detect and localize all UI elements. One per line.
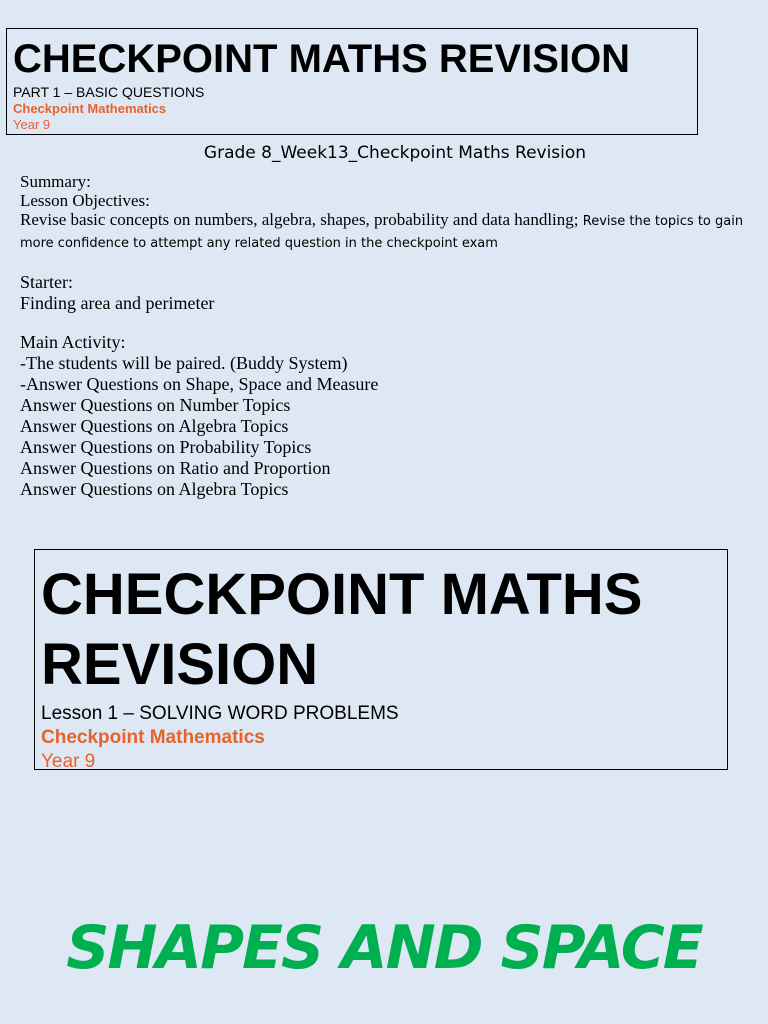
grade-week-heading: Grade 8_Week13_Checkpoint Maths Revision [203, 143, 587, 163]
lesson-card-title-line-2: REVISION [41, 632, 319, 697]
lesson-card-title-line-1: CHECKPOINT MATHS [41, 562, 643, 627]
objectives-text [20, 210, 768, 254]
lesson-card-organization: Checkpoint Mathematics [41, 727, 265, 748]
main-activity-item: Answer Questions on Ratio and Proportion [20, 458, 331, 478]
summary-label: Summary: [20, 172, 91, 191]
main-activity-item: Answer Questions on Algebra Topics [20, 416, 289, 436]
main-activity-label: Main Activity: [20, 332, 126, 352]
header-title-card [6, 28, 698, 135]
objectives-text-part-1: Revise basic concepts on numbers, algebra, shapes, probability and data handling; [20, 210, 579, 229]
header-card-title: CHECKPOINT MATHS REVISION [13, 37, 631, 81]
objectives-text-part-2: Revise the topics to gain more confidence to attempt any related question in the checkpoint exam [20, 214, 744, 251]
main-activity-item: Answer Questions on Algebra Topics [20, 479, 289, 499]
main-activity-item: -The students will be paired. (Buddy System) [20, 353, 348, 373]
main-activity-item: Answer Questions on Probability Topics [20, 437, 312, 457]
lesson-title-card [34, 549, 728, 770]
objectives-label: Lesson Objectives: [20, 191, 150, 210]
main-activity-item: -Answer Questions on Shape, Space and Measure [20, 374, 379, 394]
lesson-card-subtitle: Lesson 1 – SOLVING WORD PROBLEMS [41, 703, 399, 724]
starter-text: Finding area and perimeter [20, 293, 215, 313]
lesson-plan [20, 172, 768, 500]
header-card-subtitle: PART 1 – BASIC QUESTIONS [13, 84, 205, 100]
header-card-organization: Checkpoint Mathematics [13, 101, 167, 116]
header-card-year: Year 9 [13, 117, 51, 132]
lesson-card-year: Year 9 [41, 751, 96, 772]
section-heading: SHAPES AND SPACE [66, 913, 702, 983]
main-activity-item: Answer Questions on Number Topics [20, 395, 291, 415]
starter-label: Starter: [20, 272, 73, 292]
